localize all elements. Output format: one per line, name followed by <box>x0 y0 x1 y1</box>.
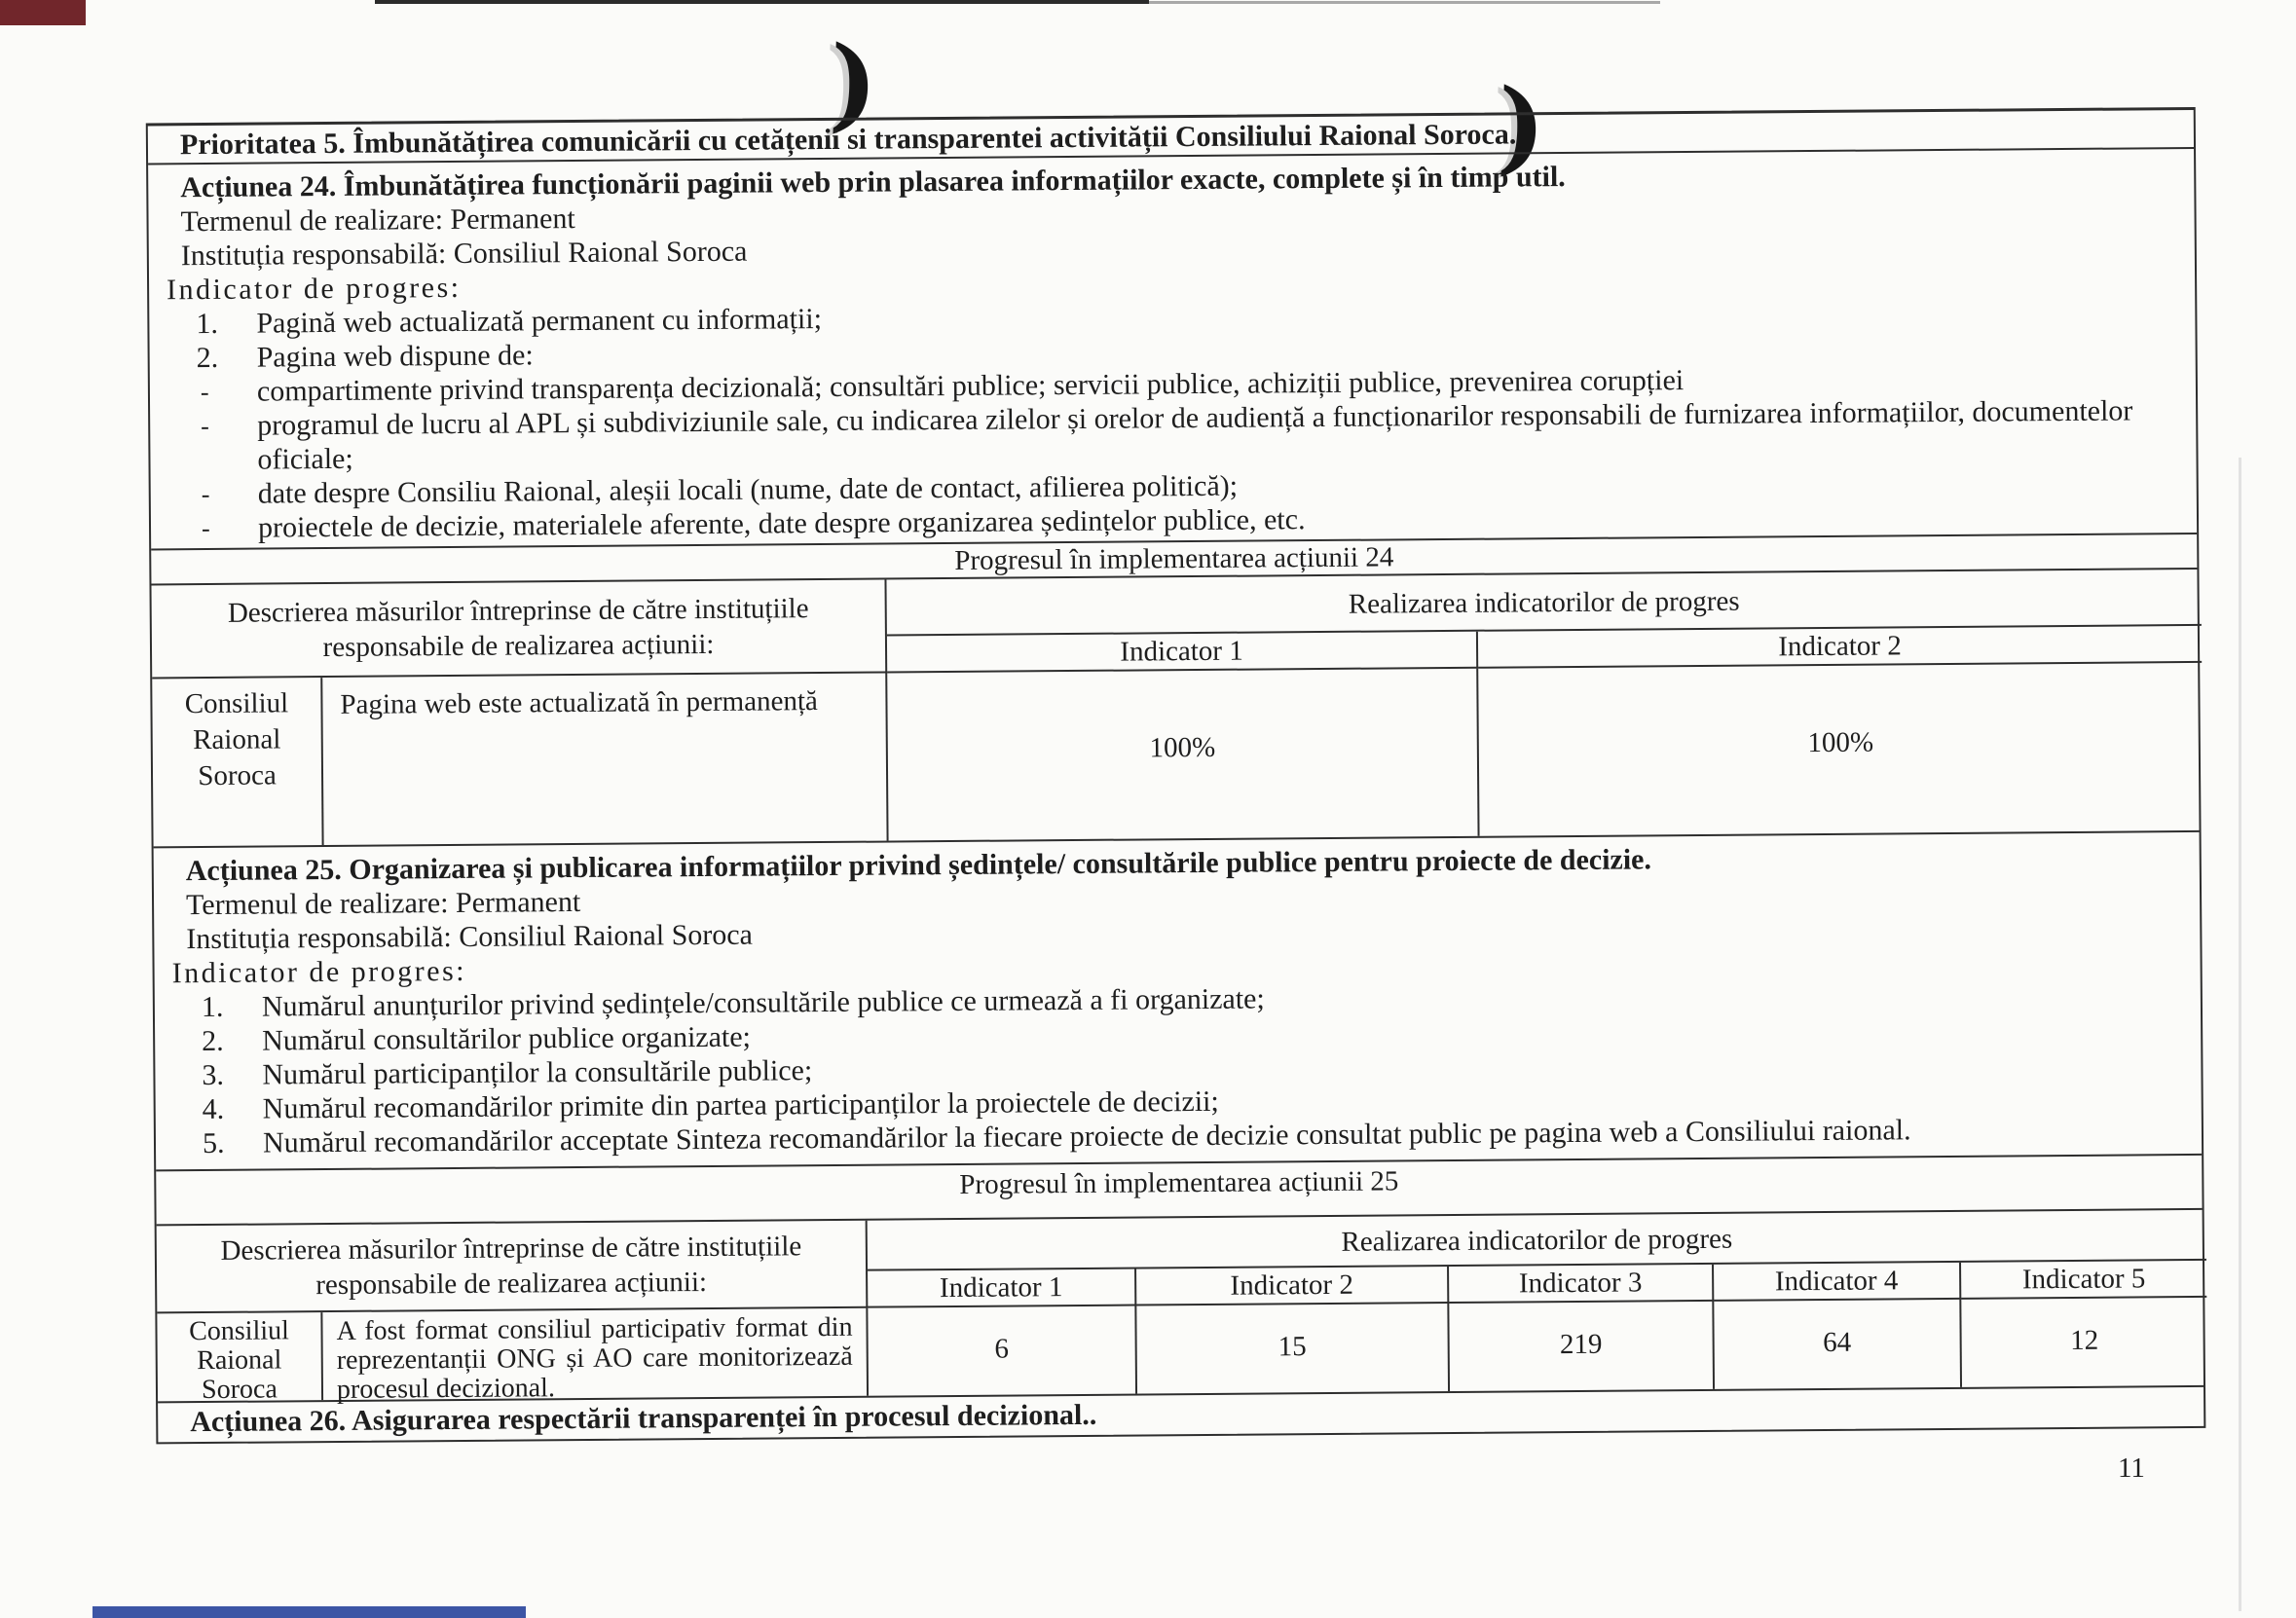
binder-curl-mark-icon: ) <box>1495 65 1548 187</box>
table-header-indicator-2: Indicator 2 <box>1478 626 2202 669</box>
list-marker: 2. <box>202 1024 224 1058</box>
action-25-title: Acțiunea 25. Organizarea și publicarea informațiilor privind ședințele/ consultările publice pentru proiecte de decizie. <box>185 843 1652 888</box>
action-25-section <box>154 832 2203 1171</box>
table-cell-measure: Pagina web este actualizată în permanență <box>322 674 888 846</box>
institution-line: Raional <box>193 723 281 756</box>
binder-curl-mark-icon: ) <box>827 22 880 144</box>
progress-24-table <box>151 570 2199 848</box>
action-24-term: Termenul de realizare: Permanent <box>180 202 575 239</box>
dash-marker: - <box>201 411 209 441</box>
action-24-indicator-label: Indicator de progres: <box>166 271 462 307</box>
dash-marker: - <box>201 513 210 543</box>
scan-artifact-right-edge-shadow <box>2239 458 2241 1611</box>
list-marker: 1. <box>201 990 224 1024</box>
table-cell-indicator-5-value: 12 <box>2070 1324 2099 1356</box>
table-cell-indicator-1-value: 100% <box>887 669 1479 841</box>
list-item-text: Pagina web dispune de: <box>256 339 534 374</box>
list-item-text: Numărul consultărilor publice organizate; <box>262 1020 752 1057</box>
priority-5-heading: Prioritatea 5. Îmbunătățirea comunicării cu cetățenii si transparentei activității Consiliului Raional Soroca. <box>148 110 2194 165</box>
list-item-text: Numărul participanților la consultările publice; <box>262 1054 813 1091</box>
list-item-text: date despre Consiliu Raional, aleșii locali (nume, date de contact, afilierea politică); <box>257 469 1239 510</box>
institution-line: Soroca <box>198 759 277 792</box>
institution-line: Consiliul <box>184 687 289 720</box>
scan-artifact-red-corner <box>0 0 86 25</box>
table-header-indicators-span: Realizarea indicatorilor de progres <box>886 570 2201 637</box>
institution-line: Raional <box>197 1344 282 1377</box>
table-cell-measure: A fost format consiliul participativ format din reprezentanții ONG și AO care monitorizează procesul decizional. <box>322 1308 869 1400</box>
action-25-indicator-label: Indicator de progres: <box>171 954 467 990</box>
progress-25-table <box>157 1210 2203 1406</box>
table-header-description: Descrierea măsurilor întreprinse de către instituțiile responsabile de realizarea acțiunii: <box>157 1221 869 1314</box>
scan-artifact-bottom-blue-strip <box>93 1606 526 1618</box>
action-24-section <box>148 149 2197 550</box>
table-cell-institution <box>157 1312 323 1406</box>
table-cell-institution <box>152 678 323 846</box>
list-marker: 2. <box>196 341 219 375</box>
table-header-indicators-span: Realizarea indicatorilor de progres <box>868 1210 2206 1271</box>
table-header-indicator-4: Indicator 4 <box>1714 1263 1961 1302</box>
table-cell-indicator-4-value: 64 <box>1714 1300 1962 1389</box>
table-header-indicator-1: Indicator 1 <box>868 1269 1136 1308</box>
table-cell-indicator-2-value: 15 <box>1136 1304 1450 1394</box>
table-cell-indicator-3-value: 219 <box>1449 1302 1715 1391</box>
action-24-institution: Instituția responsabilă: Consiliul Raional Soroca <box>180 235 748 273</box>
progress-24-title: Progresul în implementarea acțiunii 24 <box>151 534 2197 585</box>
table-header-indicator-2: Indicator 2 <box>1136 1267 1449 1306</box>
list-marker: 4. <box>202 1092 225 1126</box>
table-cell-indicator-2-value: 100% <box>1807 726 1874 758</box>
list-item-text: Numărul recomandărilor primite din partea participanților la proiectele de decizii; <box>262 1085 1219 1125</box>
action-26-title: Acțiunea 26. Asigurarea respectării transparenței în procesul decizional.. <box>190 1398 1097 1439</box>
list-item-text: Numărul anunțurilor privind ședințele/consultările publice ce urmează a fi organizate; <box>261 982 1265 1023</box>
page-number: 11 <box>2118 1453 2145 1484</box>
action-24-title: Acțiunea 24. Îmbunătățirea funcționării paginii web prin plasarea informațiilor exacte, complete și în timp util. <box>180 161 1566 204</box>
list-item-text: Pagină web actualizată permanent cu informații; <box>256 303 823 340</box>
table-header-description: Descrierea măsurilor întreprinse de către instituțiile responsabile de realizarea acțiunii: <box>151 580 887 680</box>
institution-line: Consiliul <box>189 1315 289 1347</box>
table-header-indicator-1: Indicator 1 <box>887 632 1478 674</box>
scanned-document-table <box>146 107 2206 1444</box>
list-marker: 3. <box>202 1058 225 1092</box>
institution-line: Soroca <box>201 1374 278 1406</box>
scan-artifact-top-edge-light <box>1149 1 1660 4</box>
action-25-term: Termenul de realizare: Permanent <box>185 885 581 922</box>
table-header-indicator-3: Indicator 3 <box>1449 1265 1714 1304</box>
scan-artifact-top-edge-dark <box>375 0 1149 4</box>
list-item-text: compartimente privind transparența decizională; consultări publice; servicii publice, achiziții publice, prevenirea corupției <box>256 364 1685 408</box>
table-cell-indicator-1-value: 6 <box>868 1306 1137 1396</box>
list-marker: 1. <box>196 307 219 341</box>
list-item-text: proiectele de decizie, materialele aferente, date despre organizarea ședințelor publice, etc. <box>257 503 1306 544</box>
progress-25-title: Progresul în implementarea acțiunii 25 <box>156 1156 2202 1226</box>
dash-marker: - <box>200 377 209 407</box>
dash-marker: - <box>201 479 210 509</box>
list-item-text: Numărul recomandărilor acceptate Sinteza recomandărilor la fiecare proiecte de decizie consultat public pe pagina web a Consiliului raional. <box>262 1114 1911 1159</box>
list-marker: 5. <box>202 1126 225 1160</box>
table-header-indicator-5: Indicator 5 <box>1961 1261 2206 1300</box>
list-item-text: programul de lucru al APL și subdiviziunile sale, cu indicarea zilelor și orelor de audiență a funcționarilor responsabili de furnizarea informațiilor, documentelor oficiale; <box>257 394 2133 476</box>
action-25-institution: Instituția responsabilă: Consiliul Raional Soroca <box>186 918 754 956</box>
